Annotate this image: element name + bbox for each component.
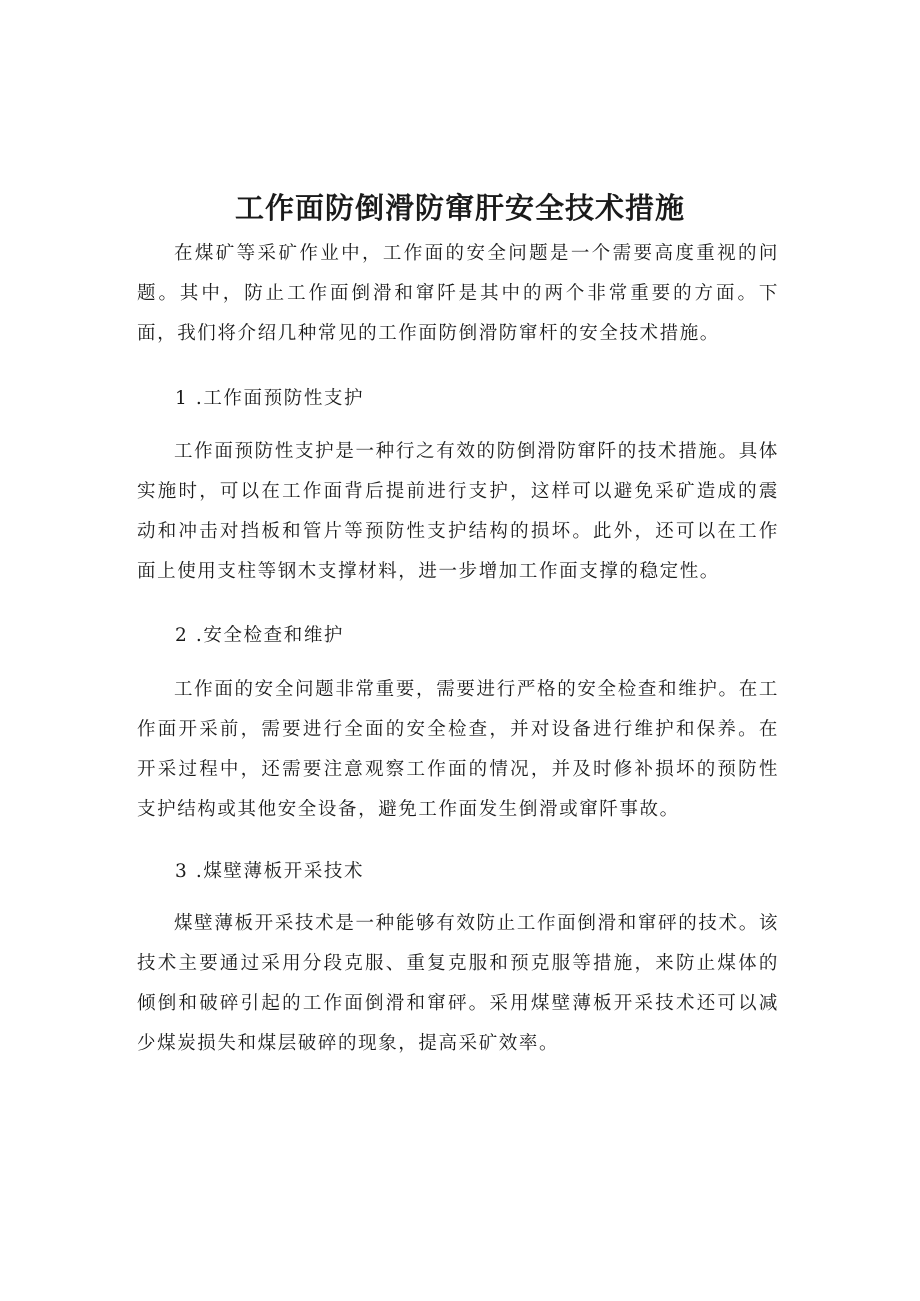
section-heading-3: 3 .煤壁薄板开采技术 [175,861,365,882]
section-body-2: 工作面的安全问题非常重要，需要进行严格的安全检查和维护。在工作面开采前，需要进行全面的安全检查，并对设备进行维护和保养。在开采过程中，还需要注意观察工作面的情况，并及时修补损坏的预防性支护结构或其他安全设备，避免工作面发生倒滑或窜阡事故。 [137,679,779,820]
section-heading-2: 2 .安全检查和维护 [175,625,345,646]
section-body-1: 工作面预防性支护是一种行之有效的防倒滑防窜阡的技术措施。具体实施时，可以在工作面背后提前进行支护，这样可以避免采矿造成的震动和冲击对挡板和管片等预防性支护结构的损坏。此外，还可以在工作面上使用支柱等钢木支撑材料，进一步增加工作面支撑的稳定性。 [137,441,779,582]
intro-paragraph: 在煤矿等采矿作业中，工作面的安全问题是一个需要高度重视的问题。其中，防止工作面倒滑和窜阡是其中的两个非常重要的方面。下面，我们将介绍几种常见的工作面防倒滑防窜杆的安全技术措施。 [137,243,779,344]
section-body-3: 煤壁薄板开采技术是一种能够有效防止工作面倒滑和窜砰的技术。该技术主要通过采用分段克服、重复克服和预克服等措施，来防止煤体的倾倒和破碎引起的工作面倒滑和窜砰。采用煤壁薄板开采技术还可以减少煤炭损失和煤层破碎的现象，提高采矿效率。 [137,913,779,1054]
page-title: 工作面防倒滑防窜肝安全技术措施 [234,191,685,225]
section-heading-1: 1 .工作面预防性支护 [175,388,365,409]
